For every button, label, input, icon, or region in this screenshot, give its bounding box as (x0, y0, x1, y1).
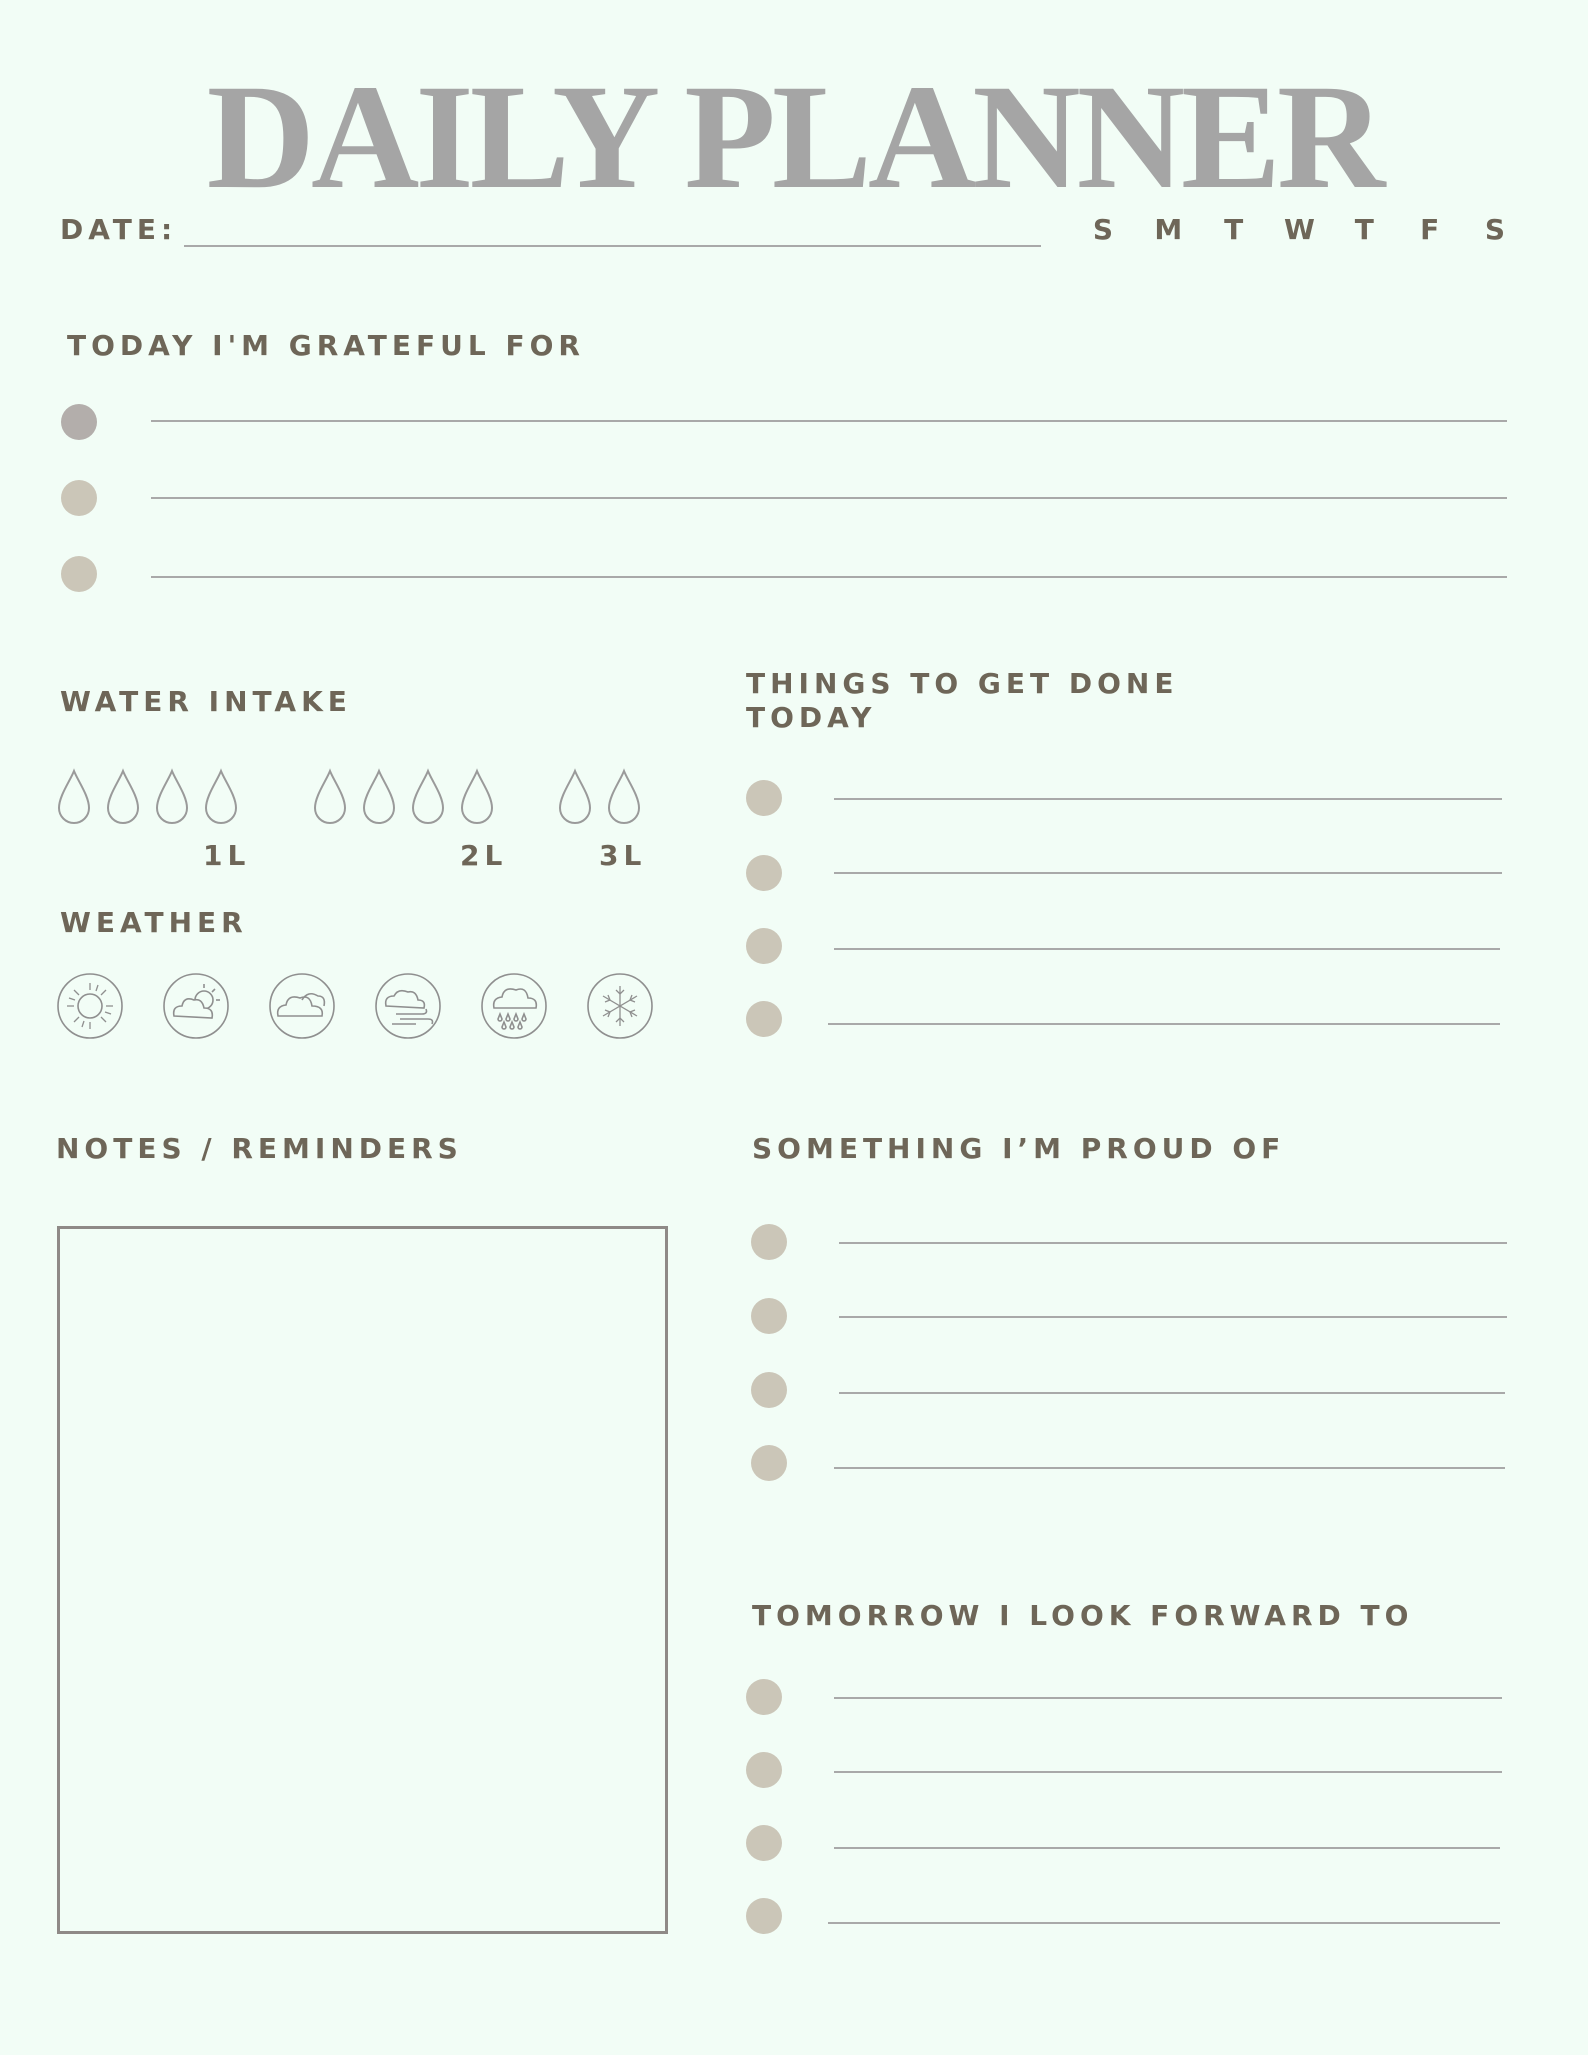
date-label: DATE: (60, 213, 178, 246)
partly-cloudy-icon (164, 974, 228, 1038)
tomorrow-line[interactable] (834, 1771, 1502, 1773)
water-marker-3l: 3L (599, 839, 647, 872)
notes-heading: NOTES / REMINDERS (56, 1132, 463, 1165)
snow-icon (588, 974, 652, 1038)
tomorrow-bullet (746, 1752, 782, 1788)
water-drop-icon (108, 771, 138, 823)
notes-box[interactable] (57, 1226, 668, 1934)
water-drop-icon (560, 771, 590, 823)
todo-heading-line1: THINGS TO GET DONE (746, 667, 1179, 700)
day-wednesday[interactable]: W (1283, 213, 1315, 246)
proud-bullet (751, 1298, 787, 1334)
day-saturday[interactable]: S (1484, 213, 1506, 246)
todo-line[interactable] (828, 1023, 1500, 1025)
water-drop-icon (59, 771, 89, 823)
todo-bullet (746, 928, 782, 964)
tomorrow-heading: TOMORROW I LOOK FORWARD TO (752, 1599, 1414, 1632)
water-drop-icon (157, 771, 187, 823)
grateful-bullet (61, 556, 97, 592)
todo-bullet (746, 855, 782, 891)
sunny-icon (58, 974, 122, 1038)
water-drops (56, 768, 656, 828)
day-friday[interactable]: F (1420, 213, 1440, 246)
tomorrow-bullet (746, 1825, 782, 1861)
tomorrow-line[interactable] (834, 1697, 1502, 1699)
rain-icon (482, 974, 546, 1038)
water-marker-1l: 1L (203, 839, 251, 872)
proud-line[interactable] (839, 1242, 1507, 1244)
proud-line[interactable] (839, 1392, 1505, 1394)
weather-icons (56, 972, 656, 1042)
water-drop-icon (609, 771, 639, 823)
day-thursday[interactable]: T (1354, 213, 1374, 246)
water-drop-icon (315, 771, 345, 823)
tomorrow-line[interactable] (828, 1922, 1500, 1924)
weekday-selector (1088, 212, 1510, 248)
grateful-bullet (61, 404, 97, 440)
water-drop-icon (462, 771, 492, 823)
weather-heading: WEATHER (60, 906, 248, 939)
todo-line[interactable] (834, 948, 1500, 950)
tomorrow-bullet (746, 1898, 782, 1934)
day-monday[interactable]: M (1154, 213, 1183, 246)
tomorrow-bullet (746, 1679, 782, 1715)
water-drop-icon (206, 771, 236, 823)
water-drop-icon (364, 771, 394, 823)
todo-heading-line2: TODAY (746, 701, 877, 734)
proud-heading: SOMETHING I’M PROUD OF (752, 1132, 1286, 1165)
grateful-bullet (61, 480, 97, 516)
proud-bullet (751, 1224, 787, 1260)
proud-bullet (751, 1445, 787, 1481)
windy-icon (376, 974, 440, 1038)
todo-bullet (746, 1001, 782, 1037)
water-heading: WATER INTAKE (60, 685, 352, 718)
grateful-line[interactable] (151, 576, 1507, 578)
day-tuesday[interactable]: T (1224, 213, 1244, 246)
water-drop-icon (413, 771, 443, 823)
page-title: DAILY PLANNER (206, 54, 1382, 220)
day-sunday[interactable]: S (1092, 213, 1114, 246)
grateful-heading: TODAY I'M GRATEFUL FOR (67, 329, 585, 362)
todo-bullet (746, 780, 782, 816)
tomorrow-line[interactable] (834, 1847, 1500, 1849)
proud-bullet (751, 1372, 787, 1408)
todo-line[interactable] (834, 872, 1502, 874)
todo-line[interactable] (834, 798, 1502, 800)
proud-line[interactable] (834, 1467, 1505, 1469)
cloudy-icon (270, 974, 334, 1038)
date-line[interactable] (184, 245, 1041, 247)
water-marker-2l: 2L (460, 839, 508, 872)
grateful-line[interactable] (151, 420, 1507, 422)
proud-line[interactable] (839, 1316, 1507, 1318)
grateful-line[interactable] (151, 497, 1507, 499)
